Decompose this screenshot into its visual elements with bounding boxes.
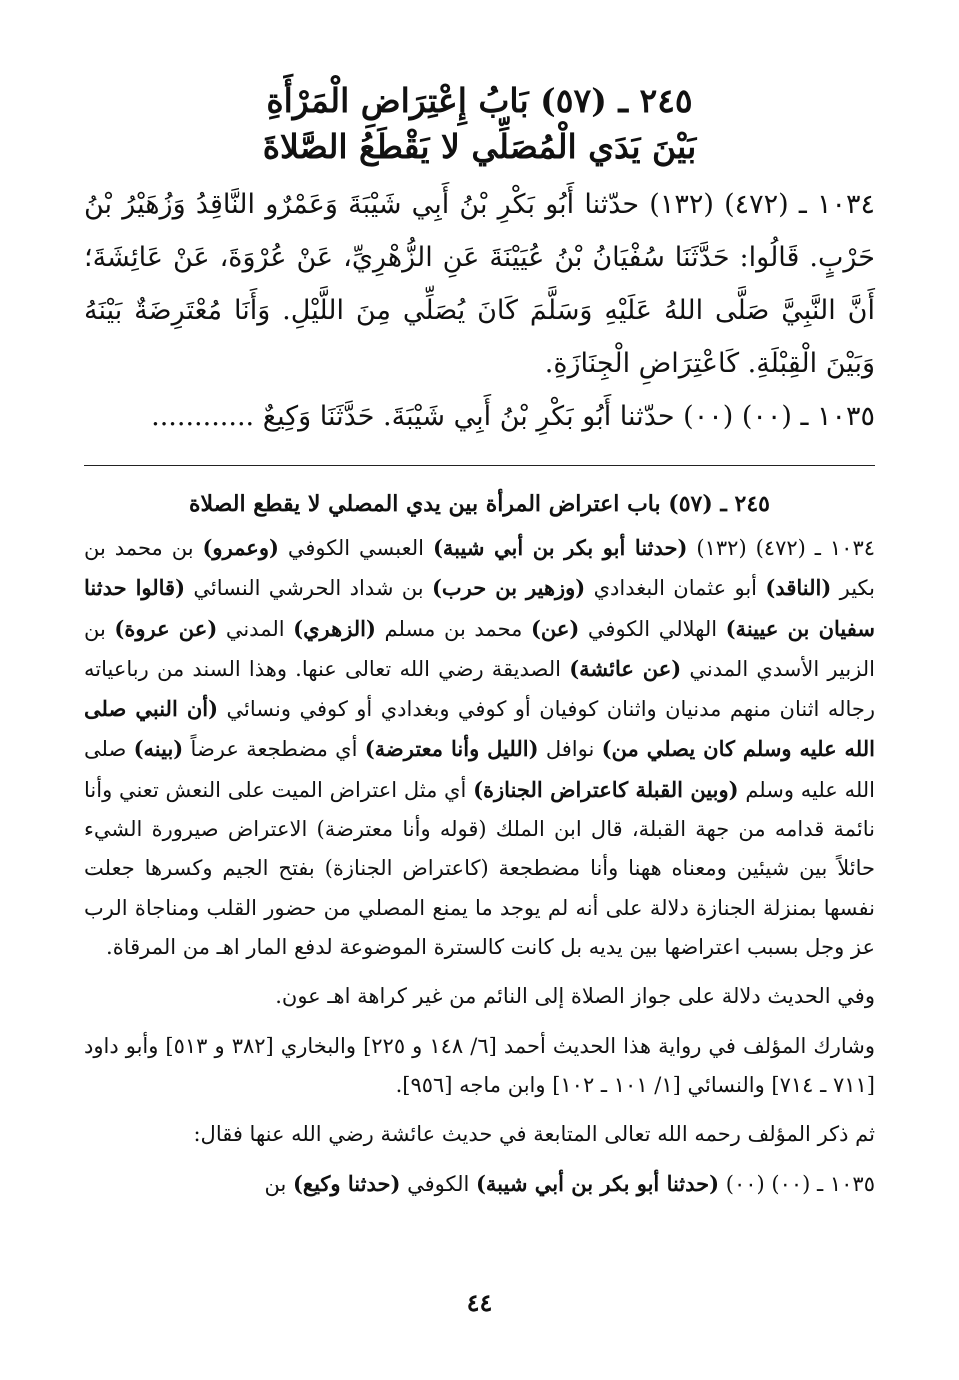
text-run: محمد بن مسلم [375,616,531,641]
bold-quote-run: (قالوا حدثنا سفيان بن عيينة) [84,575,875,641]
text-run: بن محمد بن بكير [84,536,875,601]
text-run: نوافل [538,737,602,762]
commentary-title: ٢٤٥ ـ (٥٧) باب اعتراض المرأة بين يدي المصلي لا يقطع الصلاة [189,491,770,517]
commentary [84,528,875,1205]
text-run: الهلالي الكوفي [579,616,726,641]
text-run: أي مضطجعة عرضاً [183,737,365,762]
bold-quote-run: (عن عائشة) [569,655,682,681]
bold-quote-run: (الناقد) [765,575,832,601]
separator-rule [84,465,875,466]
text-run: بن الزبير الأسدي المدني [84,616,876,681]
page-number: ٤٤ [466,1288,493,1317]
bold-quote-run: (حدثنا أبو بكر بن أبي شيبة) [432,535,688,560]
commentary-paragraph-3: وشارك المؤلف في رواية هذا الحديث أحمد [٦/ ١٤٨ و ٢٢٥] والبخاري [٣٨٢ و ٥١٣] وأبو داود [٧١١ ـ ٧١٤] والنسائي [١/ ١٠١ ـ ١٠٢] وابن ماجه [٩٥٦]. [84,1033,875,1097]
bold-quote-run: (حدثنا أبو بكر بن أبي شيبة) [475,1171,720,1197]
text-run: أي مثل اعتراض الميت على النعش تعني وأنا نائمة قدامه من جهة القبلة، قال ابن الملك (قوله وأنا معترضة) الاعتراض صيرورة الشيء حائلاً بين شيئين ومعناه ههنا وأنا مضطجعة (كاعتراض الجنازة) بفتح الجيم وكسرها جعلت نفسها بمنزلة الجنازة دلالة على أنه لم يوجد ما يمنع المصلي من حضور القلب ومناجاة الرب عز وجل بسبب اعتراضها بين يديه بل كانت كالسترة الموضوعة لدفع المار اهـ من المرقاة. [84,777,875,959]
bold-quote-run: (أن النبي صلى الله عليه وسلم كان يصلي من) [84,696,875,762]
bold-quote-run: (وعمرو) [202,535,279,560]
bold-quote-run: (وبين القبلة كاعتراض الجنازة) [473,776,739,802]
bold-quote-run: (الزهري) [293,615,376,641]
text-run: بن شداد الحرشي النسائي [185,576,432,601]
text-run: أبو عثمان البغدادي [585,576,766,601]
text-run: العبسي الكوفي [278,536,433,560]
commentary-paragraph-1 [84,528,875,967]
commentary-paragraph-5 [84,1164,875,1204]
bold-quote-run: (عن عروة) [114,615,218,641]
text-run: ١٠٣٥ ـ (٠٠) (٠٠) [719,1172,875,1197]
chapter-title [84,78,875,170]
text-run: الصديقة رضي الله تعالى عنها. وهذا السند من رباعياته رجاله اثنان منهم مدنيان واثنان كوفيان أو كوفي وبغدادي أو كوفي ونسائي [84,656,876,722]
hadith-text [84,178,875,443]
commentary-paragraph-2: وفي الحديث دلالة على جواز الصلاة إلى النائم من غير كراهة اهـ عون. [275,984,875,1009]
text-run: الكوفي [400,1172,476,1197]
hadith-1035-text: ١٠٣٥ ـ (٠٠) (٠٠) حدّثنا أَبُو بَكْرِ بْنُ أَبِي شَيْبَةَ. حَدَّثَنَا وَكِيعٌ [262,401,875,432]
bold-quote-run: (الليل وأنا معترضة) [364,736,539,762]
ellipsis-dots: ............ [151,401,255,432]
bold-quote-run: (بينه) [133,736,184,762]
commentary-paragraph-4: ثم ذكر المؤلف رحمه الله تعالى المتابعة في حديث عائشة رضي الله عنها فقال: [193,1122,875,1147]
chapter-title-line-1: ٢٤٥ ـ (٥٧) بَابُ إِعْتِرَاضِ الْمَرْأَةِ [266,81,693,120]
text-run: صلى الله عليه وسلم [84,737,876,802]
hadith-1034: ١٠٣٤ ـ (٤٧٢) (١٣٢) حدّثنا أَبُو بَكْرِ بْنُ أَبِي شَيْبَةَ وَعَمْرٌو النَّاقِدُ وَزُهَيْرُ بْنُ حَرْبٍ. قَالُوا: حَدَّثَنَا سُفْيَانُ بْنُ عُيَيْنَةَ عَنِ الزُّهْرِيِّ، عَنْ عُرْوَةَ، عَنْ عَائِشَةَ؛ أَنَّ النَّبِيَّ صَلَّى اللهُ عَلَيْهِ وَسَلَّمَ كَانَ يُصَلِّي مِنَ اللَّيْلِ. وَأَنَا مُعْتَرِضَةٌ بَيْنَهُ وَبَيْنَ الْقِبْلَةِ. كَاعْتِرَاضِ الْجِنَازَةِ. [84,189,875,379]
bold-quote-run: (عن) [530,615,580,641]
bold-quote-run: (وزهير بن حرب) [431,575,586,601]
text-run: بن [264,1172,293,1197]
text-run: المدني [217,616,294,641]
bold-quote-run: (حدثنا وكيع) [292,1171,401,1197]
chapter-title-line-2: بَيْنَ يَدَي الْمُصَلِّي لا يَقْطَعُ الصَّلاةَ [262,127,697,166]
text-run: ١٠٣٤ ـ (٤٧٢) (١٣٢) [687,536,876,560]
hadith-1035 [84,390,875,443]
